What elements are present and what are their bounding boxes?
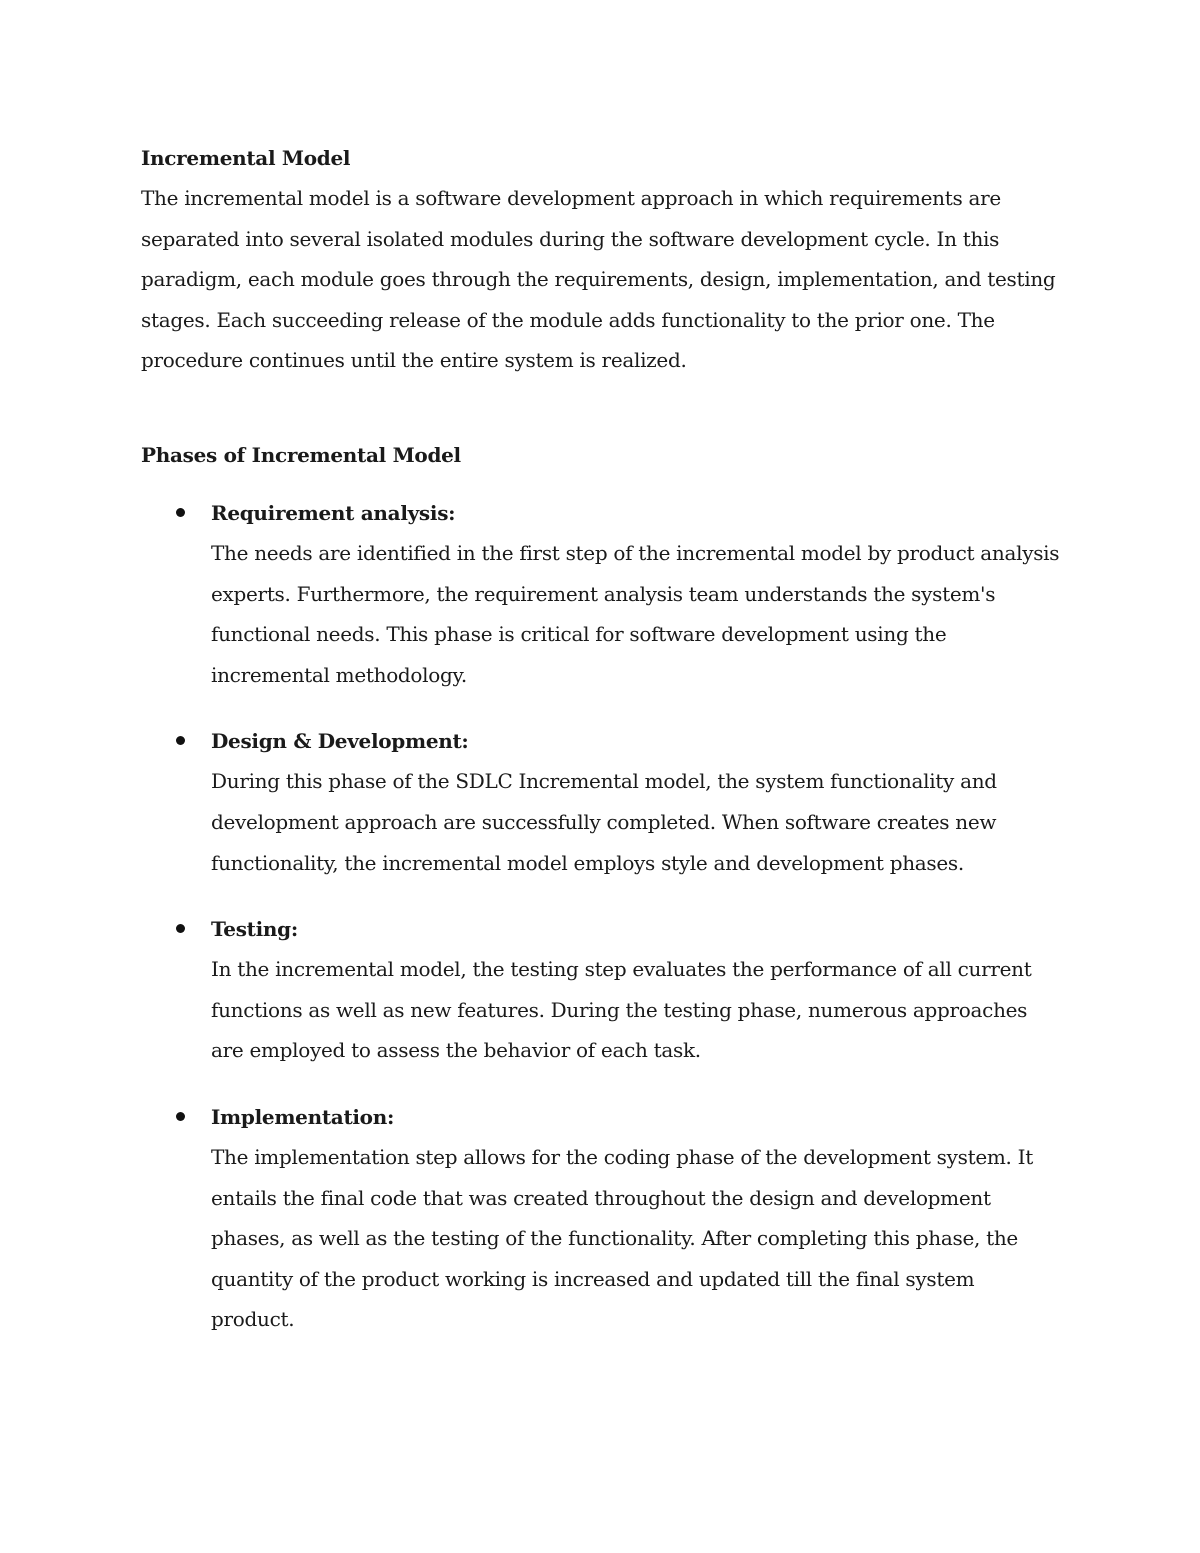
phase-description: During this phase of the SDLC Incremental model, the system functionality and development approach are successfully completed. When software creates new functionality, the incremental model employs style and development phases. — [211, 769, 997, 875]
phase-title: Design & Development: — [211, 729, 469, 754]
phase-description: The needs are identified in the first step of the incremental model by product analysis experts. Furthermore, the requirement analysis team understands the system's functional needs. This phase is critical for software development using the incremental methodology. — [211, 540, 1060, 687]
intro-paragraph: The incremental model is a software development approach in which requirements are separated into several isolated modules during the software development cycle. In this paradigm, each module goes through the requirements, design, implementation, and testing stages. Each succeeding release of the module adds functionality to the prior one. The procedure continues until the entire system is realized. — [141, 186, 1056, 373]
bullet-icon — [176, 1112, 185, 1121]
phase-title: Testing: — [211, 917, 298, 942]
phases-heading: Phases of Incremental Model — [141, 442, 461, 467]
phase-item-design-development — [141, 721, 1061, 883]
bullet-icon — [176, 508, 185, 517]
bullet-icon — [176, 736, 185, 745]
phase-item-testing — [141, 909, 1061, 1071]
document-content — [141, 138, 1061, 1340]
phases-list — [141, 493, 1061, 1340]
phase-item-requirement-analysis — [141, 493, 1061, 695]
phase-title: Requirement analysis: — [211, 500, 456, 525]
phase-description: The implementation step allows for the coding phase of the development system. It entails the final code that was created throughout the design and development phases, as well as the testing of the functionality. After completing this phase, the quantity of the product working is increased and updated till the final system product. — [211, 1144, 1033, 1332]
phase-item-implementation — [141, 1097, 1061, 1340]
phase-description: In the incremental model, the testing step evaluates the performance of all current functions as well as new features. During the testing phase, numerous approaches are employed to assess the behavior of each task. — [211, 957, 1032, 1063]
document-title: Incremental Model — [141, 146, 351, 170]
phase-title: Implementation: — [211, 1104, 395, 1129]
bullet-icon — [176, 924, 185, 933]
